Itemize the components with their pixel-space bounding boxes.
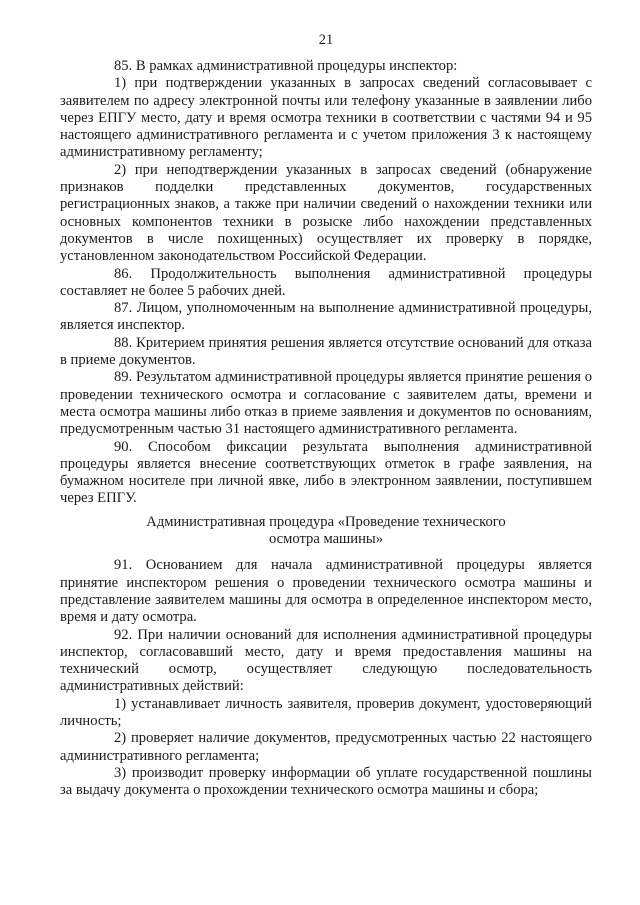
paragraph-92-item-3: 3) производит проверку информации об уплате государственной пошлины за выдачу документа о прохождении технического осмотра машины и сбора; bbox=[60, 764, 592, 799]
paragraph-87: 87. Лицом, уполномоченным на выполнение административной процедуры, является инспектор. bbox=[60, 300, 592, 334]
paragraph-92-item-1: 1) устанавливает личность заявителя, проверив документ, удостоверяющий личность; bbox=[60, 695, 592, 729]
paragraph-88: 88. Критерием принятия решения является отсутствие оснований для отказа в приеме документов. bbox=[60, 334, 592, 369]
page-number: 21 bbox=[318, 32, 334, 48]
paragraph-85-item-1: 1) при подтверждении указанных в запросах сведений согласовывает с заявителем по адресу электронной почты или телефону указанные в заявлении либо через ЕПГУ место, дату и время осмотра техники в соответствии с частями 94 и 95 настоящего административного регламента и с учетом приложения 3 к настоящему административному регламенту; bbox=[60, 75, 592, 161]
paragraph-86: 86. Продолжительность выполнения административной процедуры составляет не более 5 рабочих дней. bbox=[60, 265, 592, 299]
paragraph-92: 92. При наличии оснований для исполнения административной процедуры инспектор, согласовавший место, дату и время предоставления машины на технический осмотр, осуществляет следующую последовательность административных действий: bbox=[60, 626, 592, 695]
section-heading bbox=[60, 514, 592, 549]
paragraph-92-item-2: 2) проверяет наличие документов, предусмотренных частью 22 настоящего административного регламента; bbox=[60, 730, 592, 764]
section-heading-line-1: Административная процедура «Проведение технического bbox=[146, 513, 506, 530]
paragraph-89: 89. Результатом административной процедуры является принятие решения о проведении технического осмотра и согласование с заявителем даты, времени и места осмотра машины либо отказ в приеме заявления и документов по основаниям, предусмотренным частью 31 настоящего административного регламента. bbox=[60, 369, 592, 438]
paragraph-85: 85. В рамках административной процедуры инспектор: bbox=[114, 58, 458, 74]
document-body bbox=[60, 58, 592, 799]
paragraph-85-item-2: 2) при неподтверждении указанных в запросах сведений (обнаружение признаков подделки представленных документов, государственных регистрационных знаков, а также при наличии сведений о нахождении техники или основных компонентов техники в розыске либо нахождении представленных документов в числе похищенных) осуществляет их проверку в порядке, установленном законодательством Российской Федерации. bbox=[60, 161, 592, 265]
paragraph-90: 90. Способом фиксации результата выполнения административной процедуры является внесение соответствующих отметок в графе заявления, на бумажном носителе при личной явке, либо в электронном заявлении, поступившем через ЕПГУ. bbox=[60, 438, 592, 507]
section-heading-line-2: осмотра машины» bbox=[268, 531, 384, 548]
paragraph-91: 91. Основанием для начала административной процедуры является принятие инспектором решения о проведении технического осмотра машины и представление заявителем машины для осмотра в определенное инспектором место, время и дату осмотра. bbox=[60, 557, 592, 626]
